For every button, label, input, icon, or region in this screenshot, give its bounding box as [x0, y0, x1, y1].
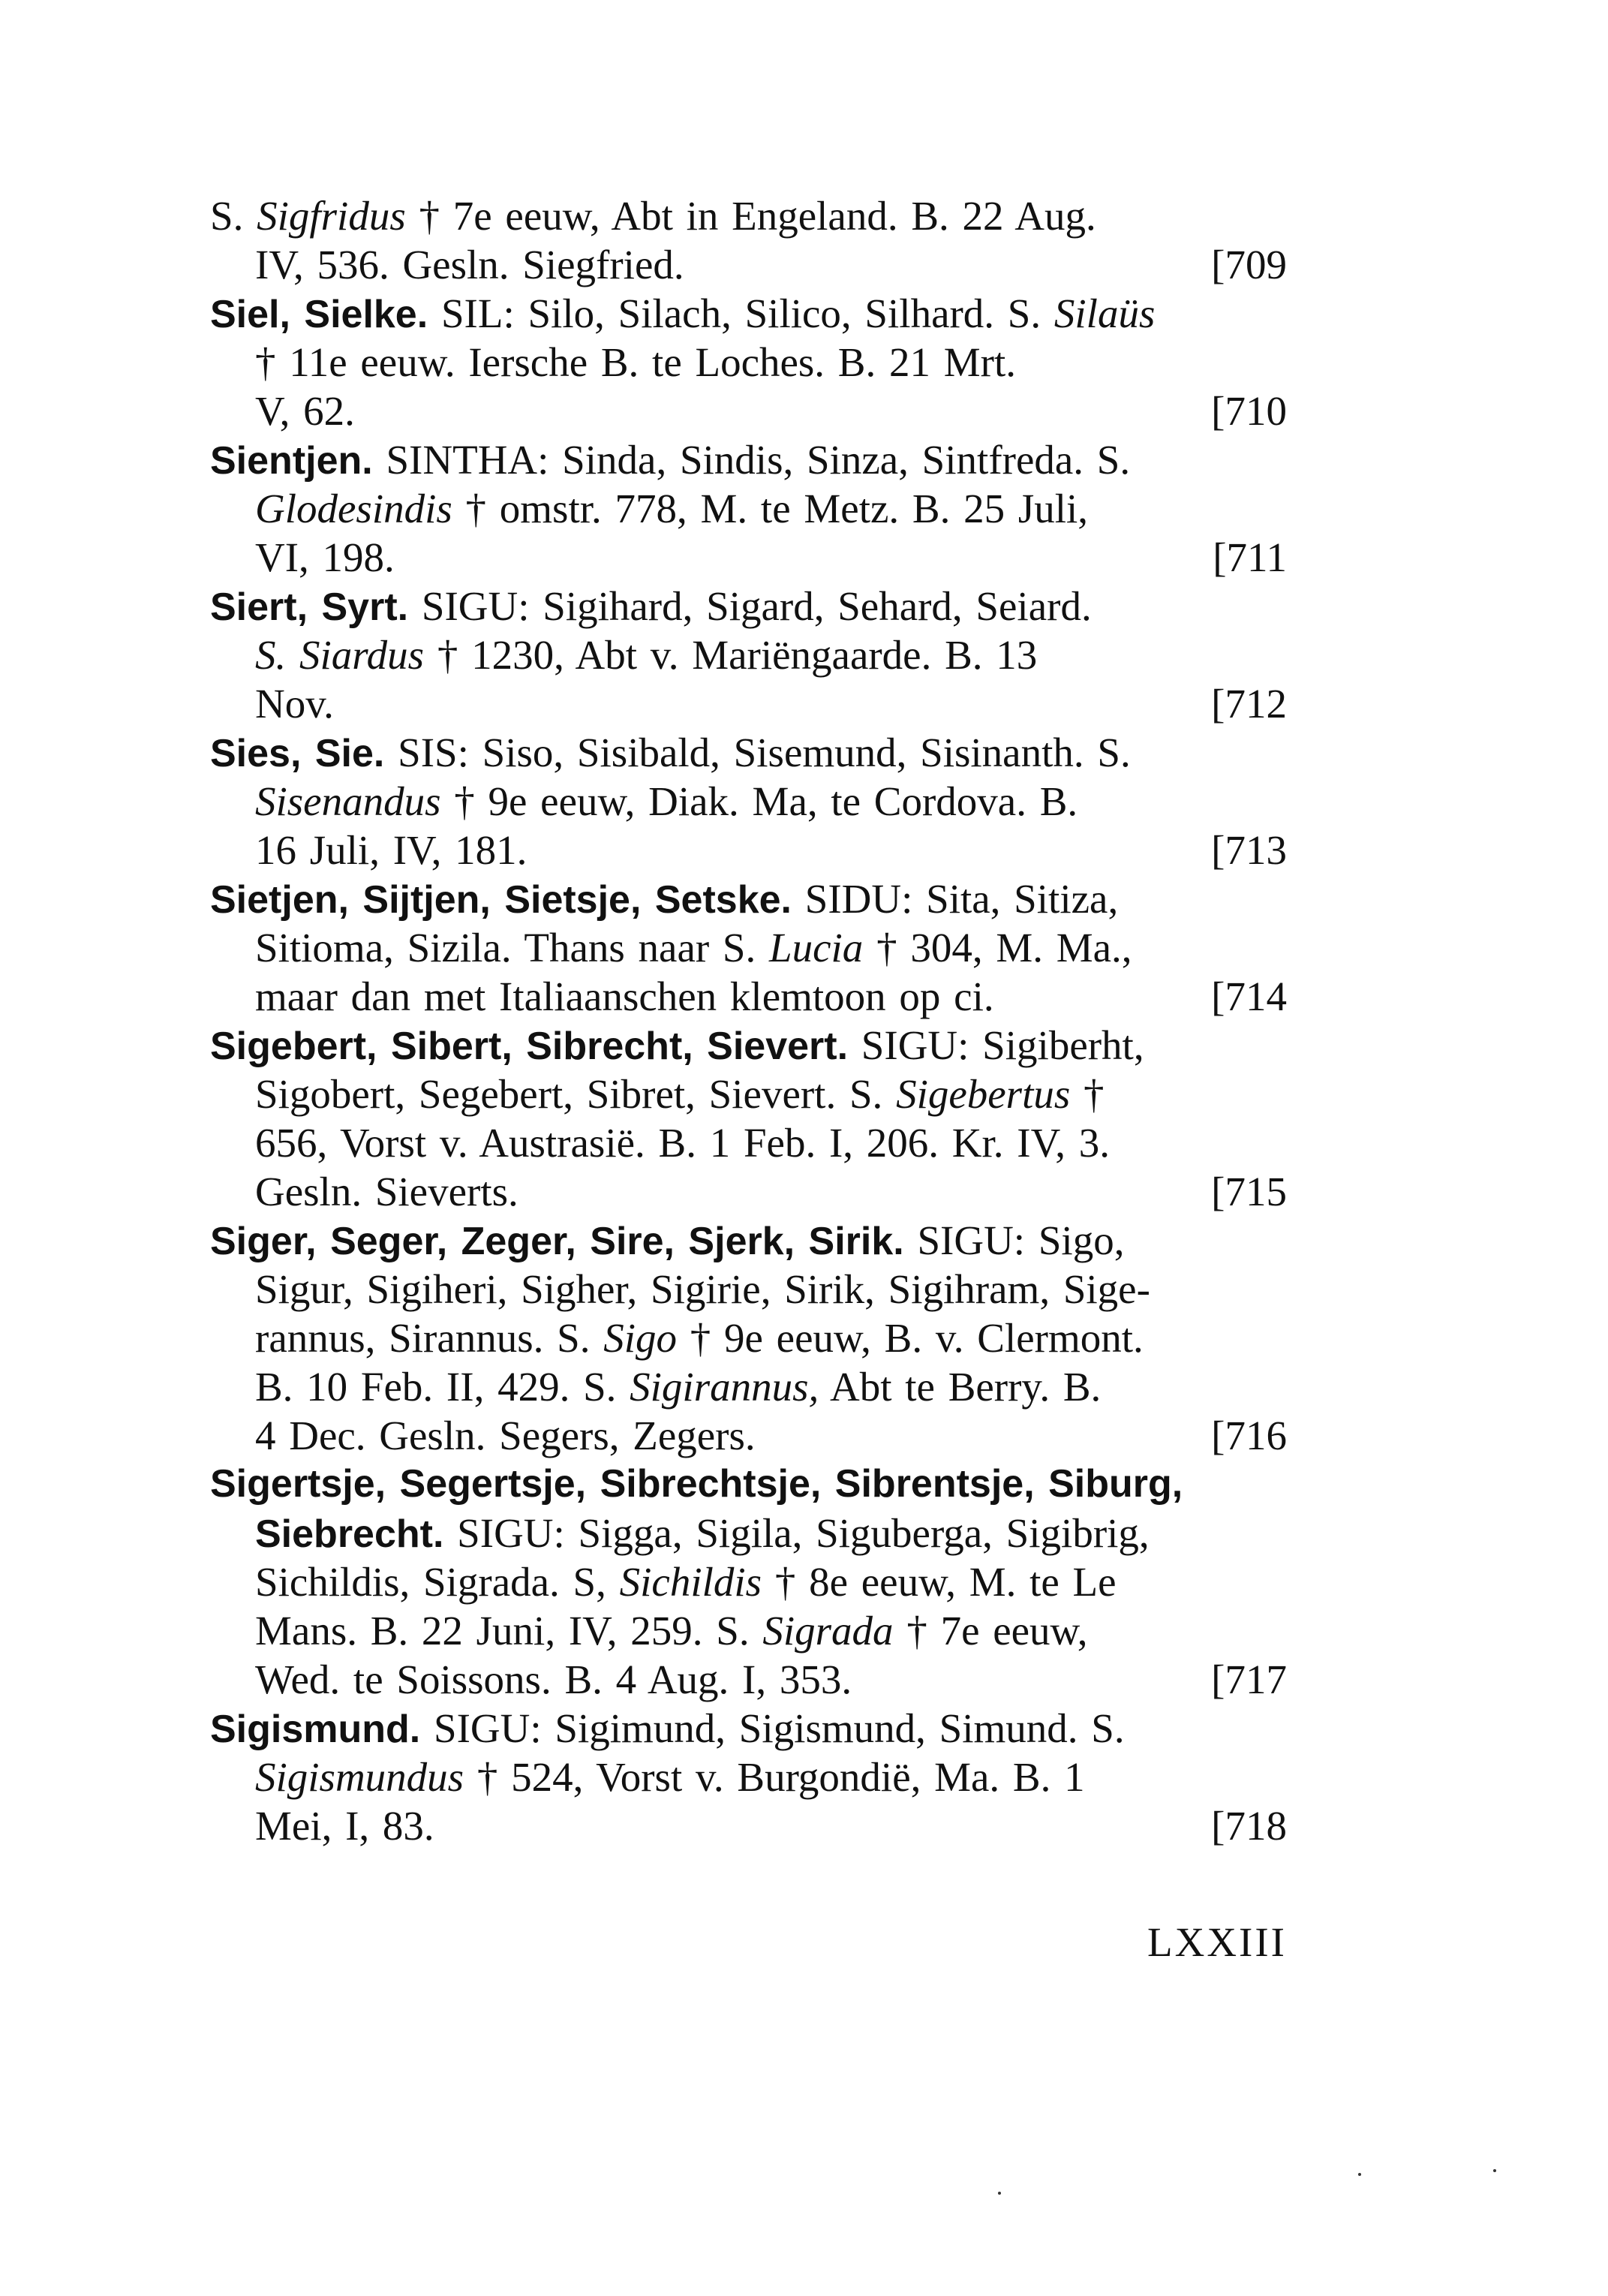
line-text: Sietjen, Sijtjen, Sietsje, Setske. SIDU: Sita, Sitiza, — [210, 876, 1119, 922]
entry-line — [210, 777, 1287, 826]
scan-speck — [1358, 2173, 1361, 2176]
line-text: Mans. B. 22 Juni, IV, 259. S. Sigrada † 7e eeuw, — [255, 1608, 1088, 1654]
entry-line — [210, 1509, 1287, 1557]
line-text: Nov. — [255, 681, 334, 727]
entry-number: [711 — [1213, 534, 1287, 580]
entry-line — [210, 484, 1287, 533]
entry-line — [210, 338, 1287, 387]
entry-line — [210, 289, 1287, 338]
entry-line — [210, 1070, 1287, 1118]
line-text: S. Sigfridus † 7e eeuw, Abt in Engeland. B. 22 Aug. — [210, 193, 1096, 239]
line-text: Mei, I, 83. — [255, 1803, 434, 1849]
entry-line — [210, 1265, 1287, 1314]
entry-line — [210, 630, 1287, 679]
line-text: † 11e eeuw. Iersche B. te Loches. B. 21 Mrt. — [255, 339, 1016, 385]
entry-number: [712 — [1211, 681, 1287, 727]
entry-712 — [210, 582, 1287, 728]
entry-line — [210, 1314, 1287, 1362]
line-text: Siert, Syrt. SIGU: Sigihard, Sigard, Sehard, Seiard. — [210, 583, 1092, 629]
line-text: Sigismundus † 524, Vorst v. Burgondië, Ma. B. 1 — [255, 1754, 1085, 1800]
entry-line — [210, 1460, 1287, 1509]
entry-line — [210, 1753, 1287, 1801]
line-text: Glodesindis † omstr. 778, M. te Metz. B. 25 Juli, — [255, 486, 1089, 531]
line-text: maar dan met Italiaanschen klemtoon op ci. — [255, 973, 994, 1019]
entry-713 — [210, 728, 1287, 874]
headword-continued: Siebrecht. — [255, 1512, 444, 1556]
entry-line — [210, 435, 1287, 484]
entry-718 — [210, 1704, 1287, 1850]
line-text: Sichildis, Sigrada. S, Sichildis † 8e eeuw, M. te Le — [255, 1559, 1117, 1605]
headword: Sigertsje, Segertsje, Sibrechtsje, Sibrentsje, Siburg, — [210, 1462, 1183, 1506]
entry-number: [713 — [1211, 827, 1287, 873]
line-text: 656, Vorst v. Austrasië. B. 1 Feb. I, 206. Kr. IV, 3. — [255, 1120, 1110, 1166]
headword: Siger, Seger, Zeger, Sire, Sjerk, Sirik. — [210, 1220, 904, 1263]
line-text: IV, 536. Gesln. Siegfried. — [255, 242, 684, 287]
entry-line — [210, 1216, 1287, 1265]
text-block — [210, 191, 1287, 1966]
entry-number: [709 — [1211, 242, 1287, 287]
entry-line — [210, 972, 1287, 1021]
line-text: Siebrecht. SIGU: Sigga, Sigila, Siguberga, Sigibrig, — [255, 1510, 1150, 1556]
line-text: Sisenandus † 9e eeuw, Diak. Ma, te Cordova. B. — [255, 778, 1078, 824]
entry-710 — [210, 289, 1287, 435]
entry-715 — [210, 1021, 1287, 1216]
entry-number: [716 — [1211, 1413, 1287, 1458]
entry-number: [714 — [1211, 973, 1287, 1019]
line-text: rannus, Sirannus. S. Sigo † 9e eeuw, B. v. Clermont. — [255, 1315, 1144, 1361]
entry-line — [210, 826, 1287, 874]
entry-line — [210, 1655, 1287, 1704]
entry-line — [210, 923, 1287, 972]
entry-line — [210, 1118, 1287, 1167]
entry-line — [210, 1557, 1287, 1606]
entry-line — [210, 240, 1287, 289]
entry-line — [210, 1411, 1287, 1460]
headword: Sientjen. — [210, 439, 373, 483]
entry-number: [710 — [1211, 388, 1287, 434]
entry-line — [210, 679, 1287, 728]
line-text: Wed. te Soissons. B. 4 Aug. I, 353. — [255, 1657, 852, 1702]
line-text: Sientjen. SINTHA: Sinda, Sindis, Sinza, Sintfreda. S. — [210, 437, 1131, 483]
entry-716 — [210, 1216, 1287, 1460]
line-text: Sitioma, Sizila. Thans naar S. Lucia † 304, M. Ma., — [255, 925, 1132, 970]
line-text: Sigebert, Sibert, Sibrecht, Sievert. SIGU: Sigiberht, — [210, 1022, 1144, 1068]
entry-line — [210, 874, 1287, 923]
line-text: Sies, Sie. SIS: Siso, Sisibald, Sisemund, Sisinanth. S. — [210, 730, 1131, 775]
headword: Sies, Sie. — [210, 732, 385, 775]
line-text: VI, 198. — [255, 534, 395, 580]
line-text: 4 Dec. Gesln. Segers, Zegers. — [255, 1413, 756, 1458]
line-text: V, 62. — [255, 388, 355, 434]
line-text: Sigismund. SIGU: Sigimund, Sigismund, Simund. S. — [210, 1705, 1125, 1751]
entry-711 — [210, 435, 1287, 582]
line-text: Sigur, Sigiheri, Sigher, Sigirie, Sirik, Sigihram, Sige- — [255, 1266, 1150, 1312]
headword: Sietjen, Sijtjen, Sietsje, Setske. — [210, 878, 792, 922]
line-text: B. 10 Feb. II, 429. S. Sigirannus, Abt te Berry. B. — [255, 1364, 1102, 1410]
headword: Sigebert, Sibert, Sibrecht, Sievert. — [210, 1025, 849, 1068]
line-text: Siel, Sielke. SIL: Silo, Silach, Silico, Silhard. S. Silaüs — [210, 290, 1156, 336]
entry-line — [210, 1801, 1287, 1850]
entry-line — [210, 387, 1287, 435]
entry-line — [210, 582, 1287, 630]
entry-line — [210, 191, 1287, 240]
entry-number: [715 — [1211, 1169, 1287, 1214]
scan-speck — [998, 2192, 1001, 2195]
line-text: S. Siardus † 1230, Abt v. Mariëngaarde. B. 13 — [255, 632, 1038, 678]
entry-line — [210, 1606, 1287, 1655]
entry-714 — [210, 874, 1287, 1021]
headword: Siert, Syrt. — [210, 585, 409, 629]
entry-number: [718 — [1211, 1803, 1287, 1849]
headword: Siel, Sielke. — [210, 293, 428, 336]
entry-line — [210, 1362, 1287, 1411]
line-text: Gesln. Sieverts. — [255, 1169, 518, 1214]
line-text: Sigobert, Segebert, Sibret, Sievert. S. Sigebertus † — [255, 1071, 1105, 1117]
entry-line — [210, 533, 1287, 582]
entry-709 — [210, 191, 1287, 289]
entry-line — [210, 1021, 1287, 1070]
entry-717 — [210, 1460, 1287, 1704]
page-number: LXXIII — [1147, 1919, 1287, 1965]
scan-speck — [1493, 2169, 1496, 2172]
line-text: 16 Juli, IV, 181. — [255, 827, 527, 873]
line-text: Siger, Seger, Zeger, Sire, Sjerk, Sirik. SIGU: Sigo, — [210, 1217, 1125, 1263]
entry-line — [210, 1704, 1287, 1753]
entry-number: [717 — [1211, 1657, 1287, 1702]
entry-line — [210, 1167, 1287, 1216]
headword: Sigismund. — [210, 1708, 421, 1751]
entry-line — [210, 728, 1287, 777]
